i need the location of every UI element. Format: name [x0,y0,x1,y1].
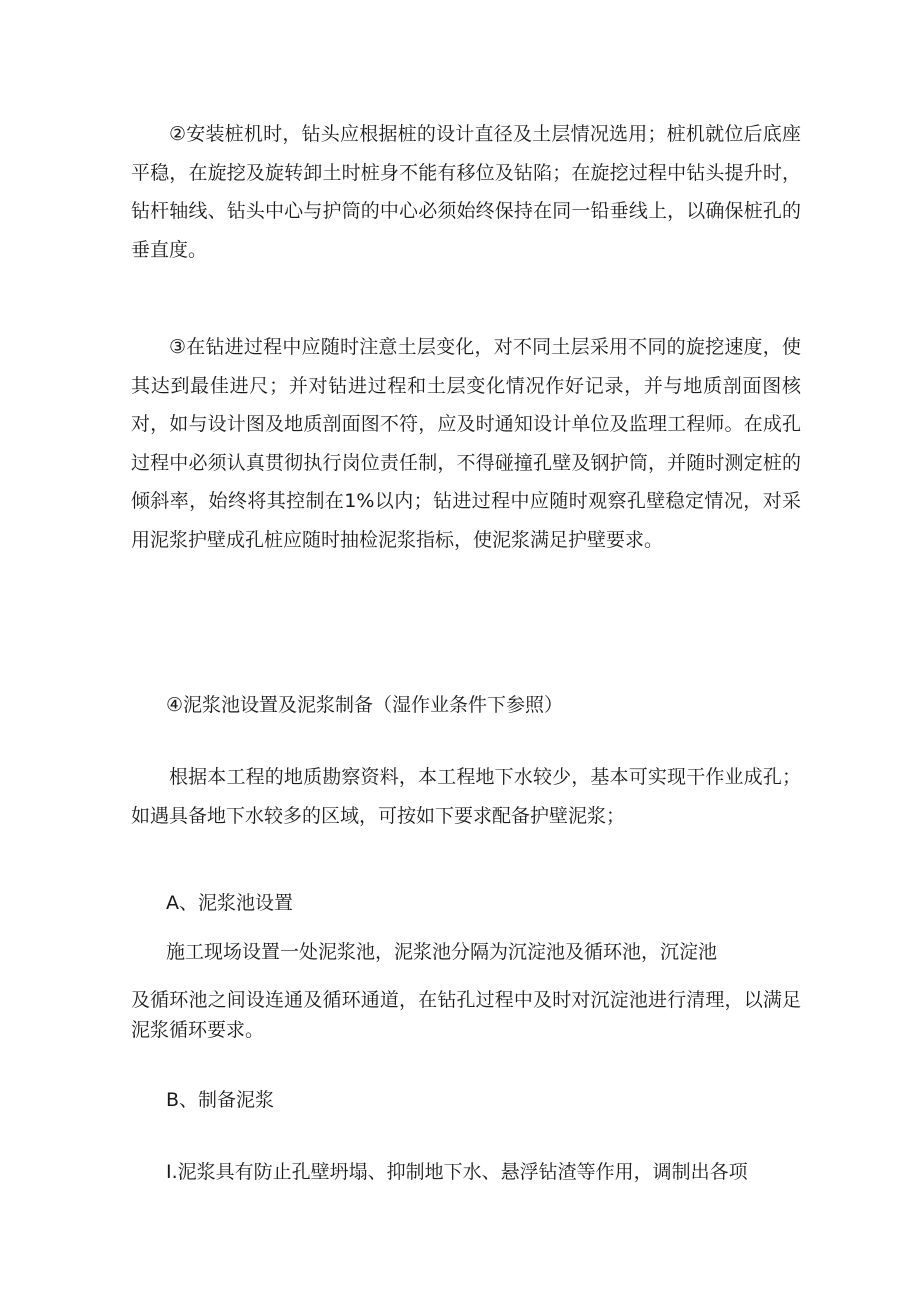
heading-b-prepare-mud: B、制备泥浆 [166,1089,275,1111]
paragraph-geology-groundwater: 根据本工程的地质勘察资料，本工程地下水较少，基本可实现干作业成孔；如遇具备地下水较多的区域，可按如下要求配备护壁泥浆； [131,766,801,827]
paragraph-drilling-monitoring: ③在钻进过程中应随时注意土层变化，对不同土层采用不同的旋挖速度，使其达到最佳进尺；并对钻进过程和土层变化情况作好记录，并与地质剖面图核对，如与设计图及地质剖面图不符，应及时通知设计单位及监理工程师。在成孔过程中必须认真贯彻执行岗位责任制，不得碰撞孔壁及钢护筒，并随时测定桩的倾斜率，始终将其控制在1%以内；钻进过程中应随时观察孔壁稳定情况，对采用泥浆护壁成孔桩应随时抽检泥浆指标，使泥浆满足护壁要求。 [131,336,801,551]
paragraph-mud-pool-setup-line1: 施工现场设置一处泥浆池，泥浆池分隔为沉淀池及循环池，沉淀池 [166,941,718,963]
paragraph-pile-installation: ②安装桩机时，钻头应根据桩的设计直径及土层情况选用；桩机就位后底座平稳，在旋挖及旋转卸土时桩身不能有移位及钻陷；在旋挖过程中钻头提升时，钻杆轴线、钻头中心与护筒的中心必须始终保持在同一铅垂线上，以确保桩孔的垂直度。 [131,123,801,261]
heading-mud-pool-and-preparation: ④泥浆池设置及泥浆制备（湿作业条件下参照） [166,694,564,716]
paragraph-mud-pool-setup-rest: 及循环池之间设连通及循环通道，在钻孔过程中及时对沉淀池进行清理，以满足泥浆循环要求。 [131,989,801,1041]
paragraph-mud-function: I.泥浆具有防止孔壁坍塌、抑制地下水、悬浮钻渣等作用，调制出各项 [166,1161,748,1183]
heading-a-mud-pool: A、泥浆池设置 [166,892,293,914]
